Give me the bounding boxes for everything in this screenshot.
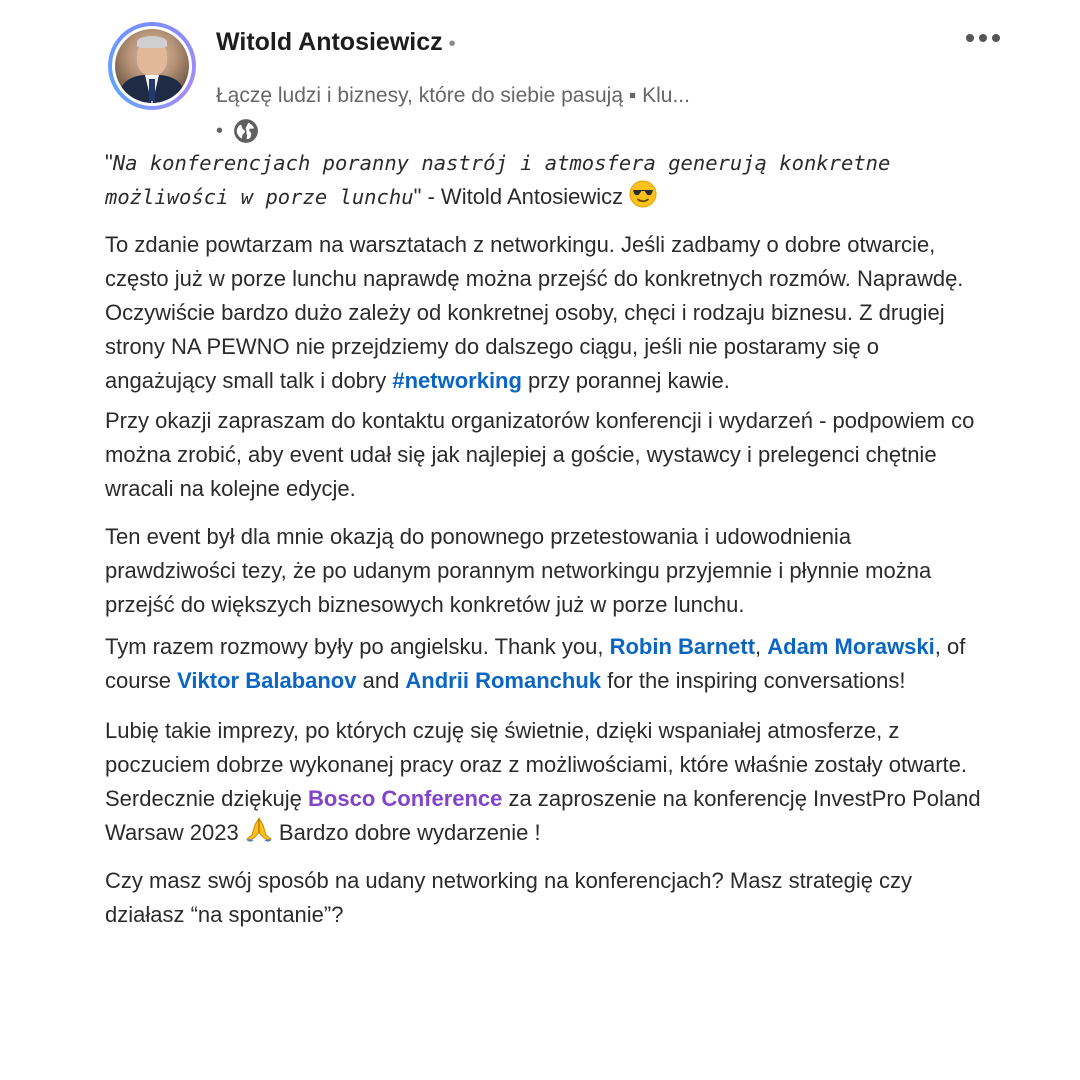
mention-robin-barnett[interactable]: Robin Barnett (609, 634, 756, 659)
name-separator: • (448, 33, 456, 55)
paragraph-2: Przy okazji zapraszam do kontaktu organizatorów konferencji i wydarzeń - podpowiem co można zrobić, aby event udał się jak najlepiej a goście, wystawcy i prelegenci chętnie wracali na kolejne edycje. (105, 408, 975, 501)
avatar[interactable] (108, 22, 196, 110)
author-headline: Łączę ludzi i biznesy, które do siebie pasują ▪ Klu... (216, 84, 690, 107)
paragraph-3: Ten event był dla mnie okazją do ponownego przetestowania i udowodnienia prawdziwości tezy, że po udanym porannym networkingu przyjemnie i płynnie można przejść do większych biznesowych konkretów już w porze lunchu. (105, 524, 932, 617)
paragraph-4-c: , of course (105, 634, 966, 693)
mention-andrii-romanchuk[interactable]: Andrii Romanchuk (405, 668, 601, 693)
paragraph-6 (105, 782, 985, 850)
paragraph-4-b: , (755, 634, 768, 659)
paragraph-6-c: Bardzo dobre wydarzenie ! (272, 820, 541, 845)
quote-text: Na konferencjach poranny nastrój i atmosfera generują konkretne możliwości w porze lunchu (105, 151, 891, 209)
paragraph-4 (105, 630, 985, 698)
paragraph-1 (105, 228, 985, 398)
post-header (108, 22, 1008, 142)
author-name[interactable] (216, 28, 456, 57)
globe-icon (233, 118, 259, 144)
more-options-icon[interactable] (958, 24, 1008, 52)
paragraph-7: Czy masz swój sposób na udany networking na konferencjach? Masz strategię czy działasz “na spontanie”? (105, 868, 913, 927)
paragraph-1-text: To zdanie powtarzam na warsztatach z networkingu. Jeśli zadbamy o dobre otwarcie, często już w porze lunchu naprawdę można przejść do konkretnych rozmów. Naprawdę. Oczywiście bardzo dużo zależy od konkretnej osoby, chęci i rodzaju biznesu. Z drugiej strony NA PEWNO nie przejdziemy do dalszego ciągu, jeśli nie postaramy się o angażujący small talk i dobry (105, 232, 964, 393)
more-dot (966, 34, 974, 42)
quote-close: " (413, 184, 422, 209)
paragraph-4-d: and (356, 668, 406, 693)
mention-adam-morawski[interactable]: Adam Morawski (767, 634, 935, 659)
avatar-tie (149, 79, 155, 101)
avatar-hair (137, 36, 167, 48)
company-link-bosco-conference[interactable]: Bosco Conference (308, 786, 503, 811)
more-dot (992, 34, 1000, 42)
paragraph-1-end: przy porannej kawie. (521, 368, 730, 393)
sunglasses-emoji-icon (629, 180, 657, 208)
paragraph-6-b: za zaproszenie na konferencję InvestPro Poland Warsaw 2023 (105, 786, 981, 845)
hashtag-networking[interactable]: #networking (392, 368, 522, 393)
more-dot (979, 34, 987, 42)
folded-hands-emoji-icon (245, 816, 273, 844)
quote-author: - Witold Antosiewicz (421, 184, 630, 209)
post-meta (216, 118, 259, 144)
mention-viktor-balabanov[interactable]: Viktor Balabanov (177, 668, 357, 693)
author-name-text[interactable]: Witold Antosiewicz (216, 28, 443, 56)
quote-open: " (105, 150, 113, 175)
avatar-frame (112, 26, 192, 106)
meta-dot: • (216, 119, 224, 142)
paragraph-5: Lubię takie imprezy, po których czuję się świetnie, dzięki wspaniałej atmosferze, z poczuciem dobrze wykonanej pracy oraz z możliwościami, które właśnie zostały otwarte. (105, 718, 968, 777)
paragraph-6-a: Serdecznie dziękuję (105, 786, 309, 811)
paragraph-4-a: Tym razem rozmowy były po angielsku. Thank you, (105, 634, 610, 659)
post-body (105, 146, 985, 932)
paragraph-4-e: for the inspiring conversations! (601, 668, 906, 693)
avatar-photo (115, 29, 189, 103)
quote-paragraph (105, 146, 985, 214)
